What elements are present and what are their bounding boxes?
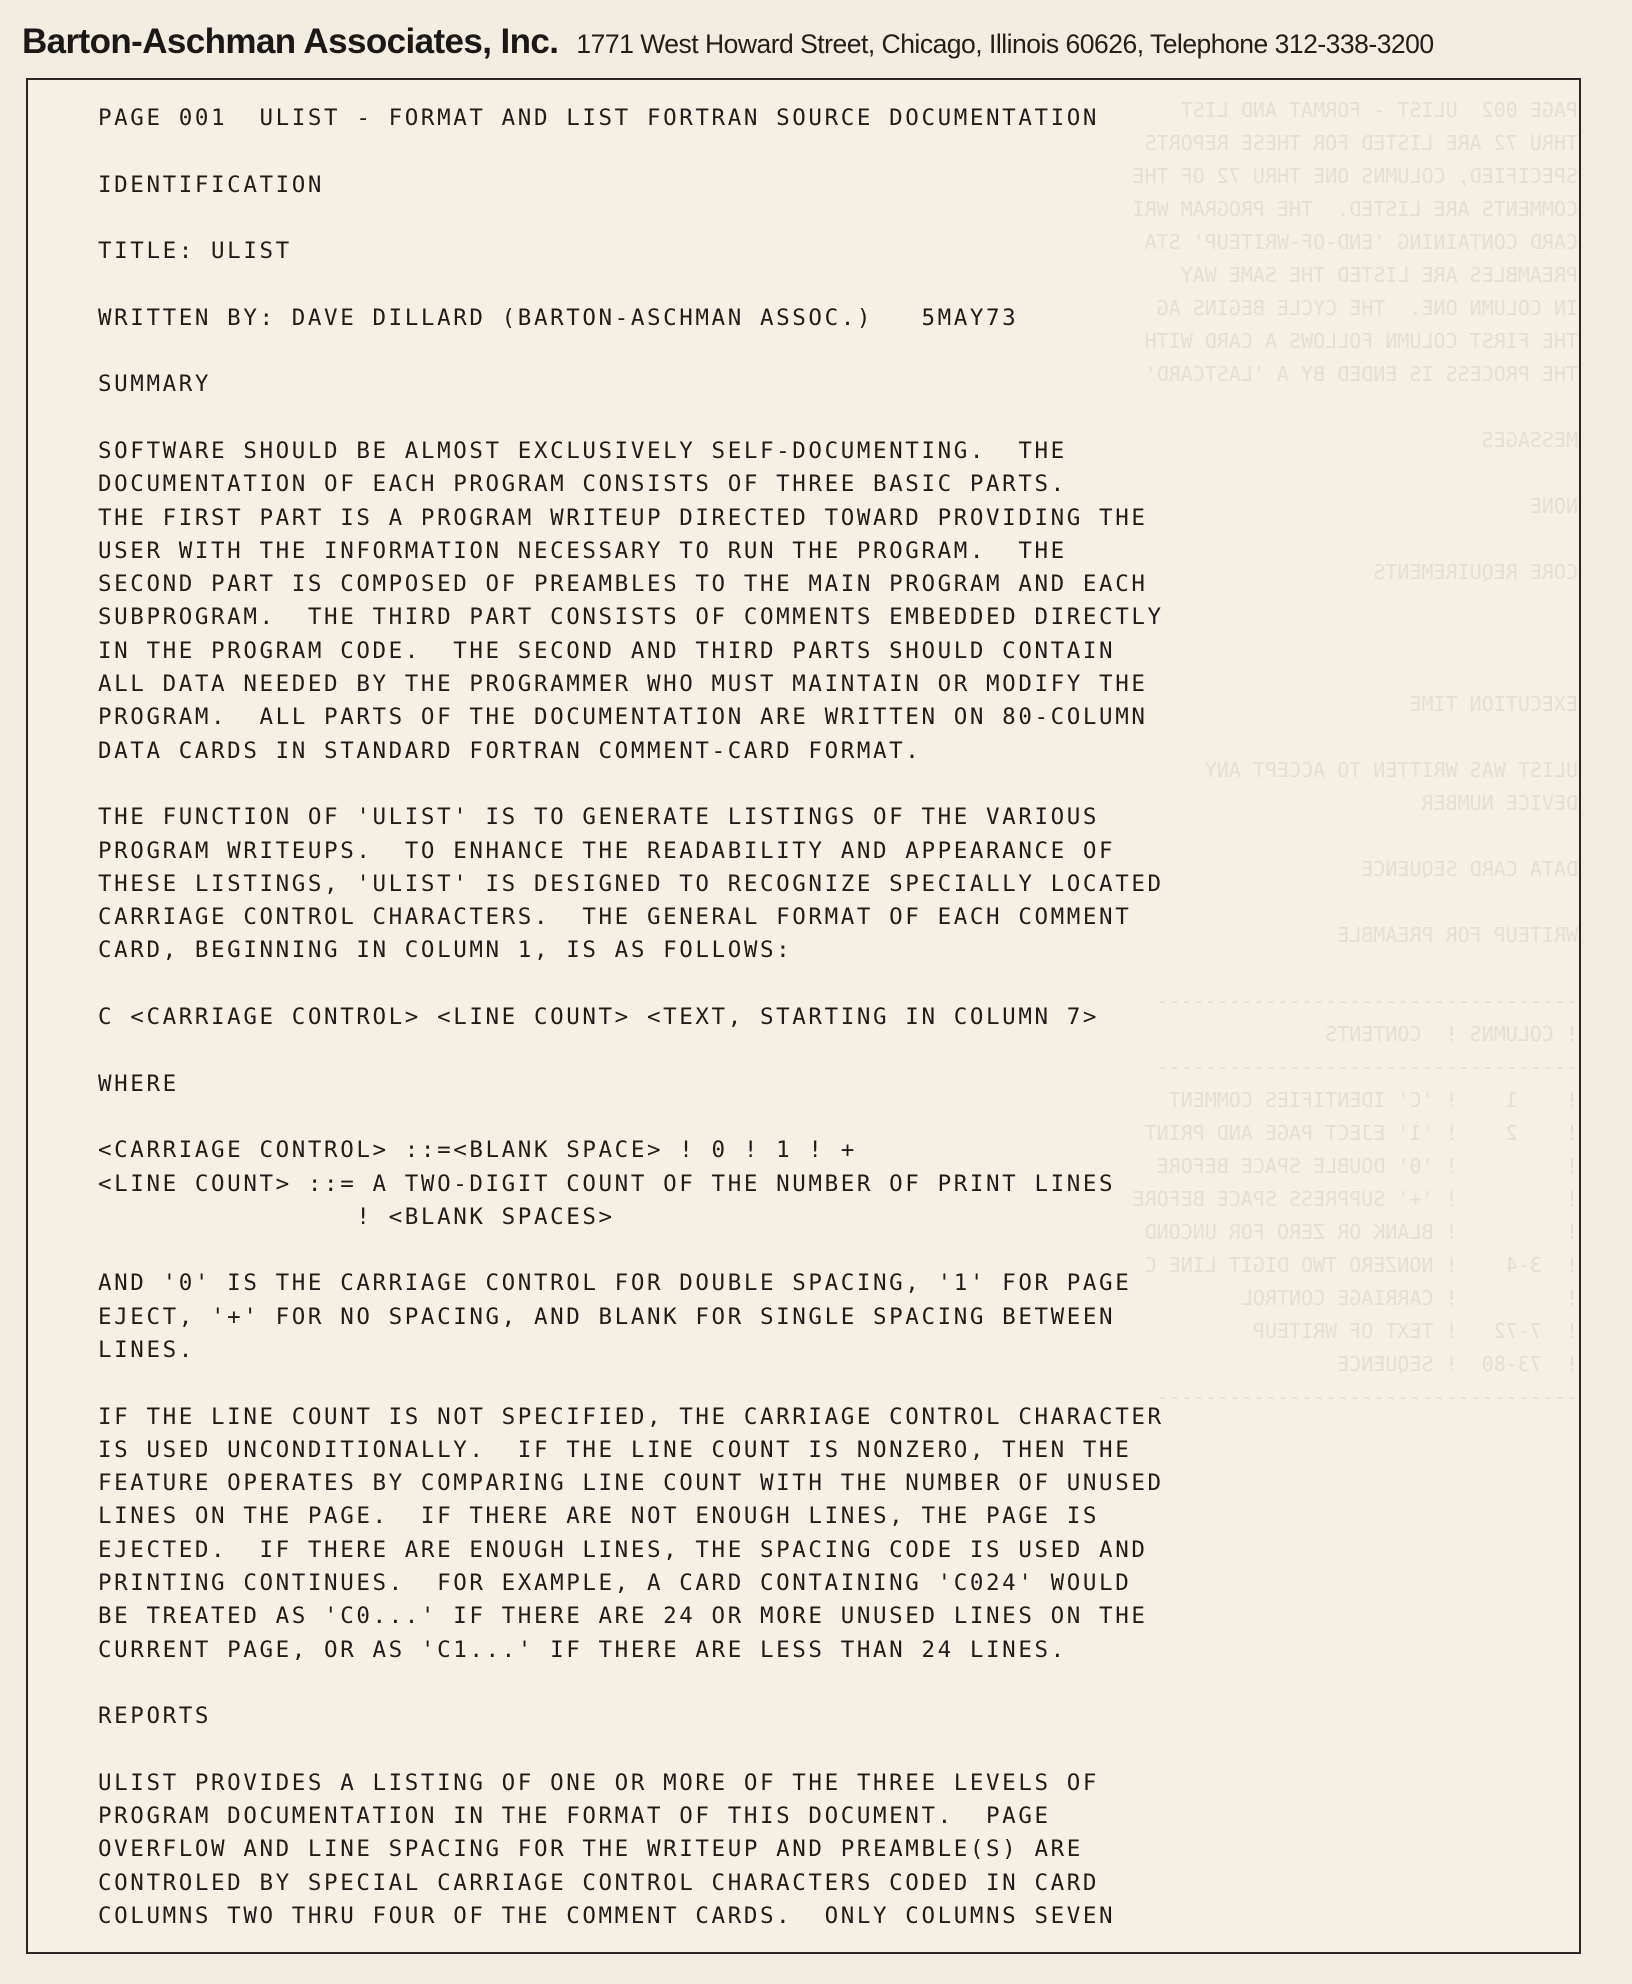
blank-line — [98, 335, 1548, 368]
document-line: LINES. — [98, 1336, 195, 1363]
document-line: AND '0' IS THE CARRIAGE CONTROL FOR DOUBLE SPACING, '1' FOR PAGE — [98, 1270, 1132, 1297]
document-line: DATA CARDS IN STANDARD FORTRAN COMMENT-CARD FORMAT. — [98, 737, 922, 764]
document-line: PROGRAM DOCUMENTATION IN THE FORMAT OF THIS DOCUMENT. PAGE — [98, 1803, 1051, 1830]
document-line: PROGRAM. ALL PARTS OF THE DOCUMENTATION ARE WRITTEN ON 80-COLUMN — [98, 704, 1148, 731]
document-line: LINES ON THE PAGE. IF THERE ARE NOT ENOUGH LINES, THE PAGE IS — [98, 1503, 1100, 1530]
document-line: <CARRIAGE CONTROL> ::=<BLANK SPACE> ! 0 ! 1 ! + — [98, 1137, 857, 1164]
document-line: PROGRAM WRITEUPS. TO ENHANCE THE READABILITY AND APPEARANCE OF — [98, 837, 1116, 864]
document-line: <LINE COUNT> ::= A TWO-DIGIT COUNT OF THE NUMBER OF PRINT LINES — [98, 1170, 1116, 1197]
blank-line — [98, 202, 1548, 235]
document-line: IF THE LINE COUNT IS NOT SPECIFIED, THE CARRIAGE CONTROL CHARACTER — [98, 1403, 1164, 1430]
document-line: CONTROLED BY SPECIAL CARRIAGE CONTROL CHARACTERS CODED IN CARD — [98, 1869, 1100, 1896]
document-line: SECOND PART IS COMPOSED OF PREAMBLES TO THE MAIN PROGRAM AND EACH — [98, 571, 1148, 598]
blank-line — [98, 1034, 1548, 1067]
document-line: CARD, BEGINNING IN COLUMN 1, IS AS FOLLOWS: — [98, 937, 793, 964]
document-line: BE TREATED AS 'C0...' IF THERE ARE 24 OR MORE UNUSED LINES ON THE — [98, 1603, 1148, 1630]
document-line: REPORTS — [98, 1703, 212, 1730]
document-line: C <CARRIAGE CONTROL> <LINE COUNT> <TEXT, STARTING IN COLUMN 7> — [98, 1004, 1100, 1031]
document-line: EJECT, '+' FOR NO SPACING, AND BLANK FOR SINGLE SPACING BETWEEN — [98, 1303, 1116, 1330]
document-frame — [26, 78, 1581, 1954]
document-line: OVERFLOW AND LINE SPACING FOR THE WRITEUP AND PREAMBLE(S) ARE — [98, 1836, 1083, 1863]
document-body — [98, 102, 1548, 1933]
document-line: SUMMARY — [98, 371, 212, 398]
document-line: TITLE: ULIST — [98, 238, 292, 265]
document-line: THESE LISTINGS, 'ULIST' IS DESIGNED TO RECOGNIZE SPECIALLY LOCATED — [98, 870, 1164, 897]
blank-line — [98, 1734, 1548, 1767]
document-line: ! <BLANK SPACES> — [98, 1203, 615, 1230]
blank-line — [98, 1367, 1548, 1400]
document-line: PRINTING CONTINUES. FOR EXAMPLE, A CARD CONTAINING 'C024' WOULD — [98, 1570, 1132, 1597]
blank-line — [98, 402, 1548, 435]
document-line: DOCUMENTATION OF EACH PROGRAM CONSISTS OF THREE BASIC PARTS. — [98, 471, 1067, 498]
document-line: IS USED UNCONDITIONALLY. IF THE LINE COUNT IS NONZERO, THEN THE — [98, 1436, 1132, 1463]
document-line: USER WITH THE INFORMATION NECESSARY TO RUN THE PROGRAM. THE — [98, 537, 1067, 564]
show-through-text: PAGE 002 ULIST - FORMAT AND LIST THRU 72 ARE LISTED FOR THESE REPORTS SPECIFIED, COLUMNS ONE THRU 72 OF THE COMMENTS ARE LISTED. THE PROGRAM WRI CARD CONTAINING 'END-OF-WRITEUP' STA PREAMBLES ARE LISTED THE SAME WAY IN COLUMN ONE. THE CYCLE BEGINS AG THE FIRST COLUMN FOLLOWS A CARD WITH THE PROCESS IS ENDED BY A 'LASTCARD' MESSAGES NONE CORE REQUIREMENTS EXECUTION TIME ULIST WAS WRITTEN TO ACCEPT ANY DEVICE NUMBER DATA CARD SEQUENCE WRITEUP FOR PREAMBLE ----------------------------------- ! COLUMNS ! CONTENTS ----------------------------------- ! 1 ! 'C' IDENTIFIES COMMENT ! 2 ! '1' EJECT PAGE AND PRINT ! ! '0' DOUBLE SPACE BEFORE ! ! '+' SUPPRESS SPACE BEFORE ! ! BLANK OR ZERO FOR UNCOND ! 3-4 ! NONZERO TWO DIGIT LINE C ! ! CARRIAGE CONTROL ! 7-72 ! TEXT OF WRITEUP ! 73-80 ! SEQUENCE ----------------------------------- — [1132, 98, 1578, 1409]
document-line: COLUMNS TWO THRU FOUR OF THE COMMENT CARDS. ONLY COLUMNS SEVEN — [98, 1903, 1116, 1930]
document-line: ALL DATA NEEDED BY THE PROGRAMMER WHO MUST MAINTAIN OR MODIFY THE — [98, 671, 1148, 698]
document-line: IDENTIFICATION — [98, 171, 325, 198]
document-line: EJECTED. IF THERE ARE ENOUGH LINES, THE SPACING CODE IS USED AND — [98, 1536, 1148, 1563]
document-line: WHERE — [98, 1070, 179, 1097]
document-line: CURRENT PAGE, OR AS 'C1...' IF THERE ARE LESS THAN 24 LINES. — [98, 1636, 1067, 1663]
document-line: SOFTWARE SHOULD BE ALMOST EXCLUSIVELY SELF-DOCUMENTING. THE — [98, 437, 1067, 464]
document-line: CARRIAGE CONTROL CHARACTERS. THE GENERAL FORMAT OF EACH COMMENT — [98, 904, 1132, 931]
letterhead — [22, 22, 1622, 78]
blank-line — [98, 1667, 1548, 1700]
document-line: FEATURE OPERATES BY COMPARING LINE COUNT WITH THE NUMBER OF UNUSED — [98, 1470, 1164, 1497]
company-address: 1771 West Howard Street, Chicago, Illinois 60626, Telephone 312-338-3200 — [576, 29, 1434, 59]
document-line: WRITTEN BY: DAVE DILLARD (BARTON-ASCHMAN ASSOC.) 5MAY73 — [98, 304, 1019, 331]
blank-line — [98, 1101, 1548, 1134]
document-line: ULIST PROVIDES A LISTING OF ONE OR MORE OF THE THREE LEVELS OF — [98, 1769, 1100, 1796]
blank-line — [98, 135, 1548, 168]
blank-line — [98, 1234, 1548, 1267]
blank-line — [98, 768, 1548, 801]
document-line: THE FUNCTION OF 'ULIST' IS TO GENERATE LISTINGS OF THE VARIOUS — [98, 804, 1100, 831]
blank-line — [98, 968, 1548, 1001]
company-name: Barton-Aschman Associates, Inc. — [22, 22, 559, 61]
document-line: IN THE PROGRAM CODE. THE SECOND AND THIRD PARTS SHOULD CONTAIN — [98, 637, 1116, 664]
document-line: SUBPROGRAM. THE THIRD PART CONSISTS OF COMMENTS EMBEDDED DIRECTLY — [98, 604, 1164, 631]
document-line: PAGE 001 ULIST - FORMAT AND LIST FORTRAN SOURCE DOCUMENTATION — [98, 105, 1100, 131]
document-line: THE FIRST PART IS A PROGRAM WRITEUP DIRECTED TOWARD PROVIDING THE — [98, 504, 1148, 531]
blank-line — [98, 268, 1548, 301]
